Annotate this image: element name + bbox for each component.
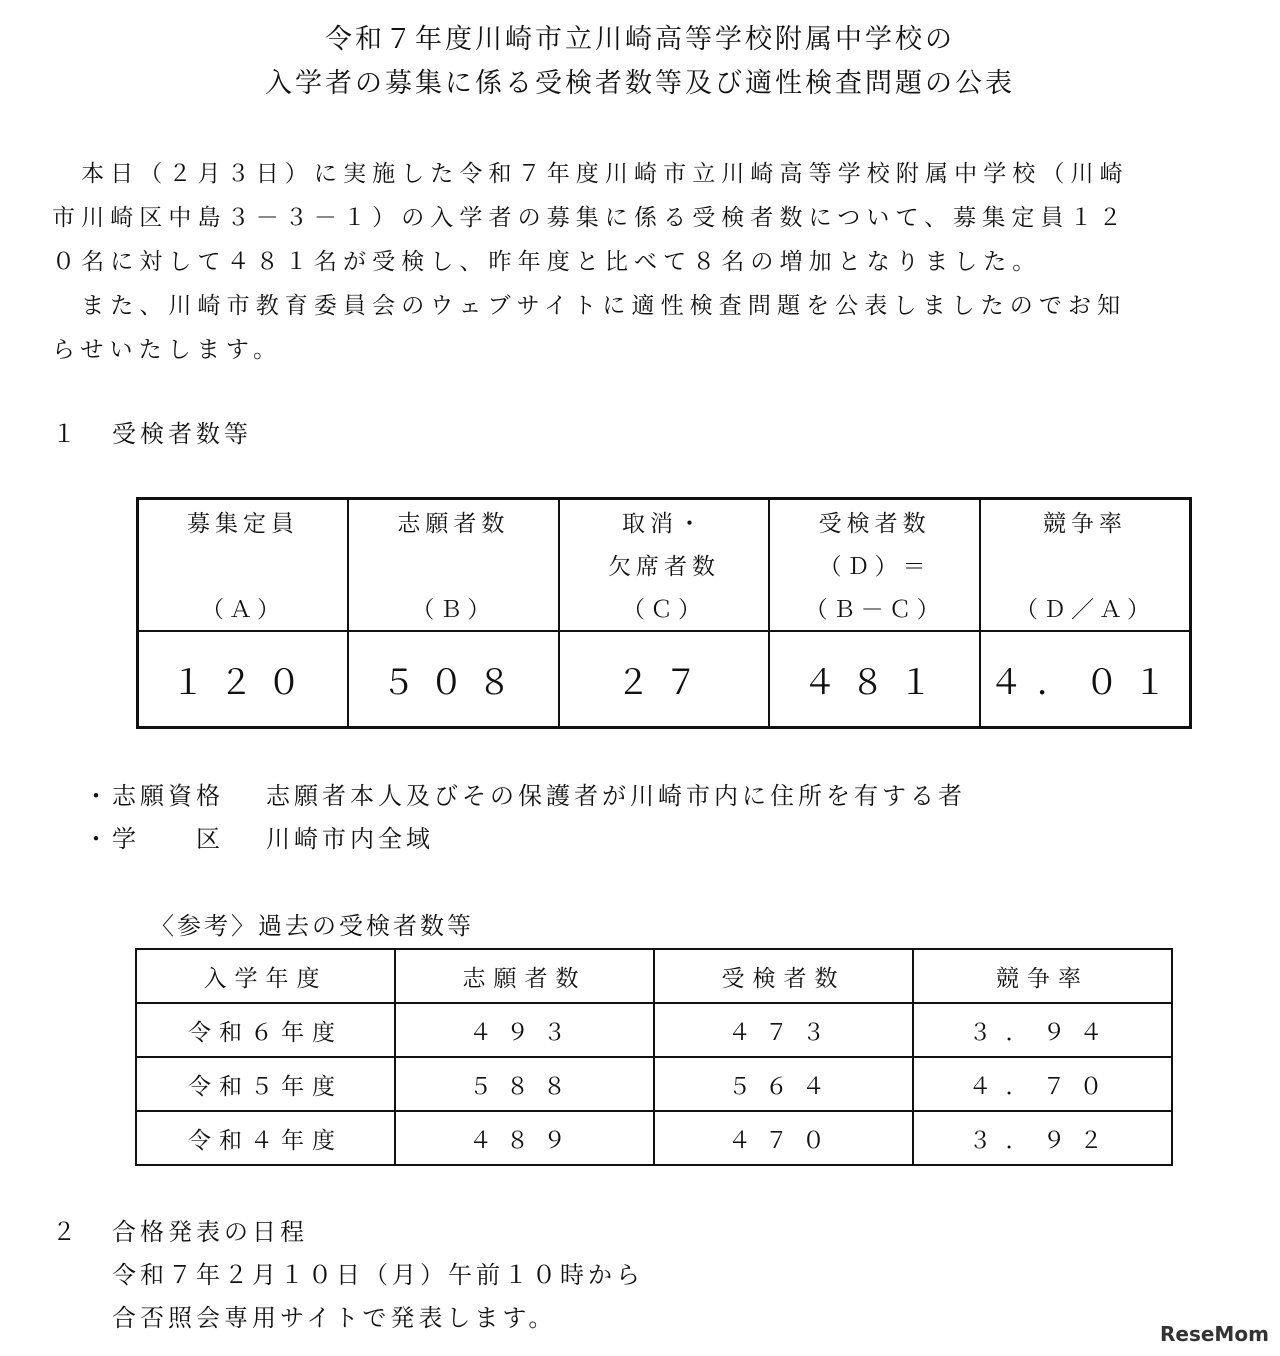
header-text: （Ｂ－Ｃ）	[804, 597, 945, 623]
past-header-cell: 受検者数	[654, 949, 913, 1003]
competition-rate-value: ４．０１	[980, 631, 1191, 728]
applicants-value: ５０８	[348, 631, 559, 728]
capacity-value: １２０	[138, 631, 349, 728]
applicants-cell: ４８９	[395, 1111, 654, 1165]
resemom-logo	[1160, 1322, 1269, 1346]
header-text: 競争率	[1042, 511, 1127, 537]
header-text: 欠席者数	[607, 554, 720, 580]
section-2-title: 合格発表の日程	[112, 1218, 308, 1246]
section-1-title: 受検者数等	[112, 420, 252, 448]
applicants-cell: ５８８	[395, 1057, 654, 1111]
header-text: 受検者数	[818, 511, 931, 537]
header-text: （Ｂ）	[411, 597, 496, 623]
note-district	[84, 827, 434, 851]
results-header-cell	[138, 499, 349, 632]
table-row	[136, 1003, 1172, 1057]
table-row	[136, 1057, 1172, 1111]
header-text: （Ｄ／Ａ）	[1014, 597, 1155, 623]
note-label: ・志願資格	[84, 782, 224, 810]
note-text: 志願者本人及びその保護者が川崎市内に住所を有する者	[266, 782, 966, 810]
announcement-datetime: 令和７年２月１０日（月）午前１０時から	[112, 1261, 644, 1289]
note-eligibility	[84, 784, 966, 808]
rate-cell: ４．７０	[913, 1057, 1172, 1111]
section-1-number: １	[52, 420, 80, 448]
header-text: （Ａ）	[201, 597, 286, 623]
table-row	[136, 1111, 1172, 1165]
intro-line-1: 本日（２月３日）に実施した令和７年度川崎市立川崎高等学校附属中学校（川崎	[52, 161, 1129, 187]
examinees-cell: ４７３	[654, 1003, 913, 1057]
header-text: （Ｄ）＝	[818, 554, 931, 580]
intro-line-5: らせいたします。	[52, 337, 283, 363]
section-2-number: ２	[52, 1218, 80, 1246]
announcement-method: 合否照会専用サイトで発表します。	[112, 1304, 557, 1332]
section-1-heading	[52, 422, 252, 446]
results-header-cell	[769, 499, 980, 632]
year-cell: 令和６年度	[136, 1003, 395, 1057]
past-results-table	[135, 948, 1173, 1166]
header-text: 志願者数	[397, 511, 510, 537]
results-header-cell	[348, 499, 559, 632]
year-cell: 令和４年度	[136, 1111, 395, 1165]
results-header-cell	[980, 499, 1191, 632]
document-title-line-1: 令和７年度川崎市立川崎高等学校附属中学校の	[325, 24, 955, 55]
examinees-value: ４８１	[769, 631, 980, 728]
note-label: ・学 区	[84, 825, 224, 853]
withdrawn-value: ２７	[559, 631, 770, 728]
results-value-row	[138, 631, 1191, 728]
applicants-cell: ４９３	[395, 1003, 654, 1057]
section-2-heading	[52, 1220, 308, 1244]
examinees-cell: ５６４	[654, 1057, 913, 1111]
reference-caption: 〈参考〉過去の受検者数等	[150, 912, 474, 940]
results-table	[136, 497, 1192, 729]
intro-line-2: 市川崎区中島３－３－１）の入学者の募集に係る受検者数について、募集定員１２	[52, 205, 1128, 231]
intro-line-4: また、川崎市教育委員会のウェブサイトに適性検査問題を公表しましたのでお知	[52, 293, 1127, 319]
rate-cell: ３．９２	[913, 1111, 1172, 1165]
past-header-cell: 競争率	[913, 949, 1172, 1003]
past-header-cell: 入学年度	[136, 949, 395, 1003]
note-text: 川崎市内全域	[266, 825, 434, 853]
past-header-cell: 志願者数	[395, 949, 654, 1003]
document-title-line-2: 入学者の募集に係る受検者数等及び適性検査問題の公表	[265, 68, 1015, 99]
year-cell: 令和５年度	[136, 1057, 395, 1111]
header-text: 募集定員	[187, 511, 300, 537]
past-header-row	[136, 949, 1172, 1003]
results-header-row	[138, 499, 1191, 632]
rate-cell: ３．９４	[913, 1003, 1172, 1057]
header-text: 取消・	[621, 511, 706, 537]
header-text: （Ｃ）	[621, 597, 706, 623]
logo-text: ReseMom	[1160, 1322, 1269, 1346]
intro-line-3: ０名に対して４８１名が受検し、昨年度と比べて８名の増加となりました。	[52, 249, 1042, 275]
results-header-cell	[559, 499, 770, 632]
examinees-cell: ４７０	[654, 1111, 913, 1165]
